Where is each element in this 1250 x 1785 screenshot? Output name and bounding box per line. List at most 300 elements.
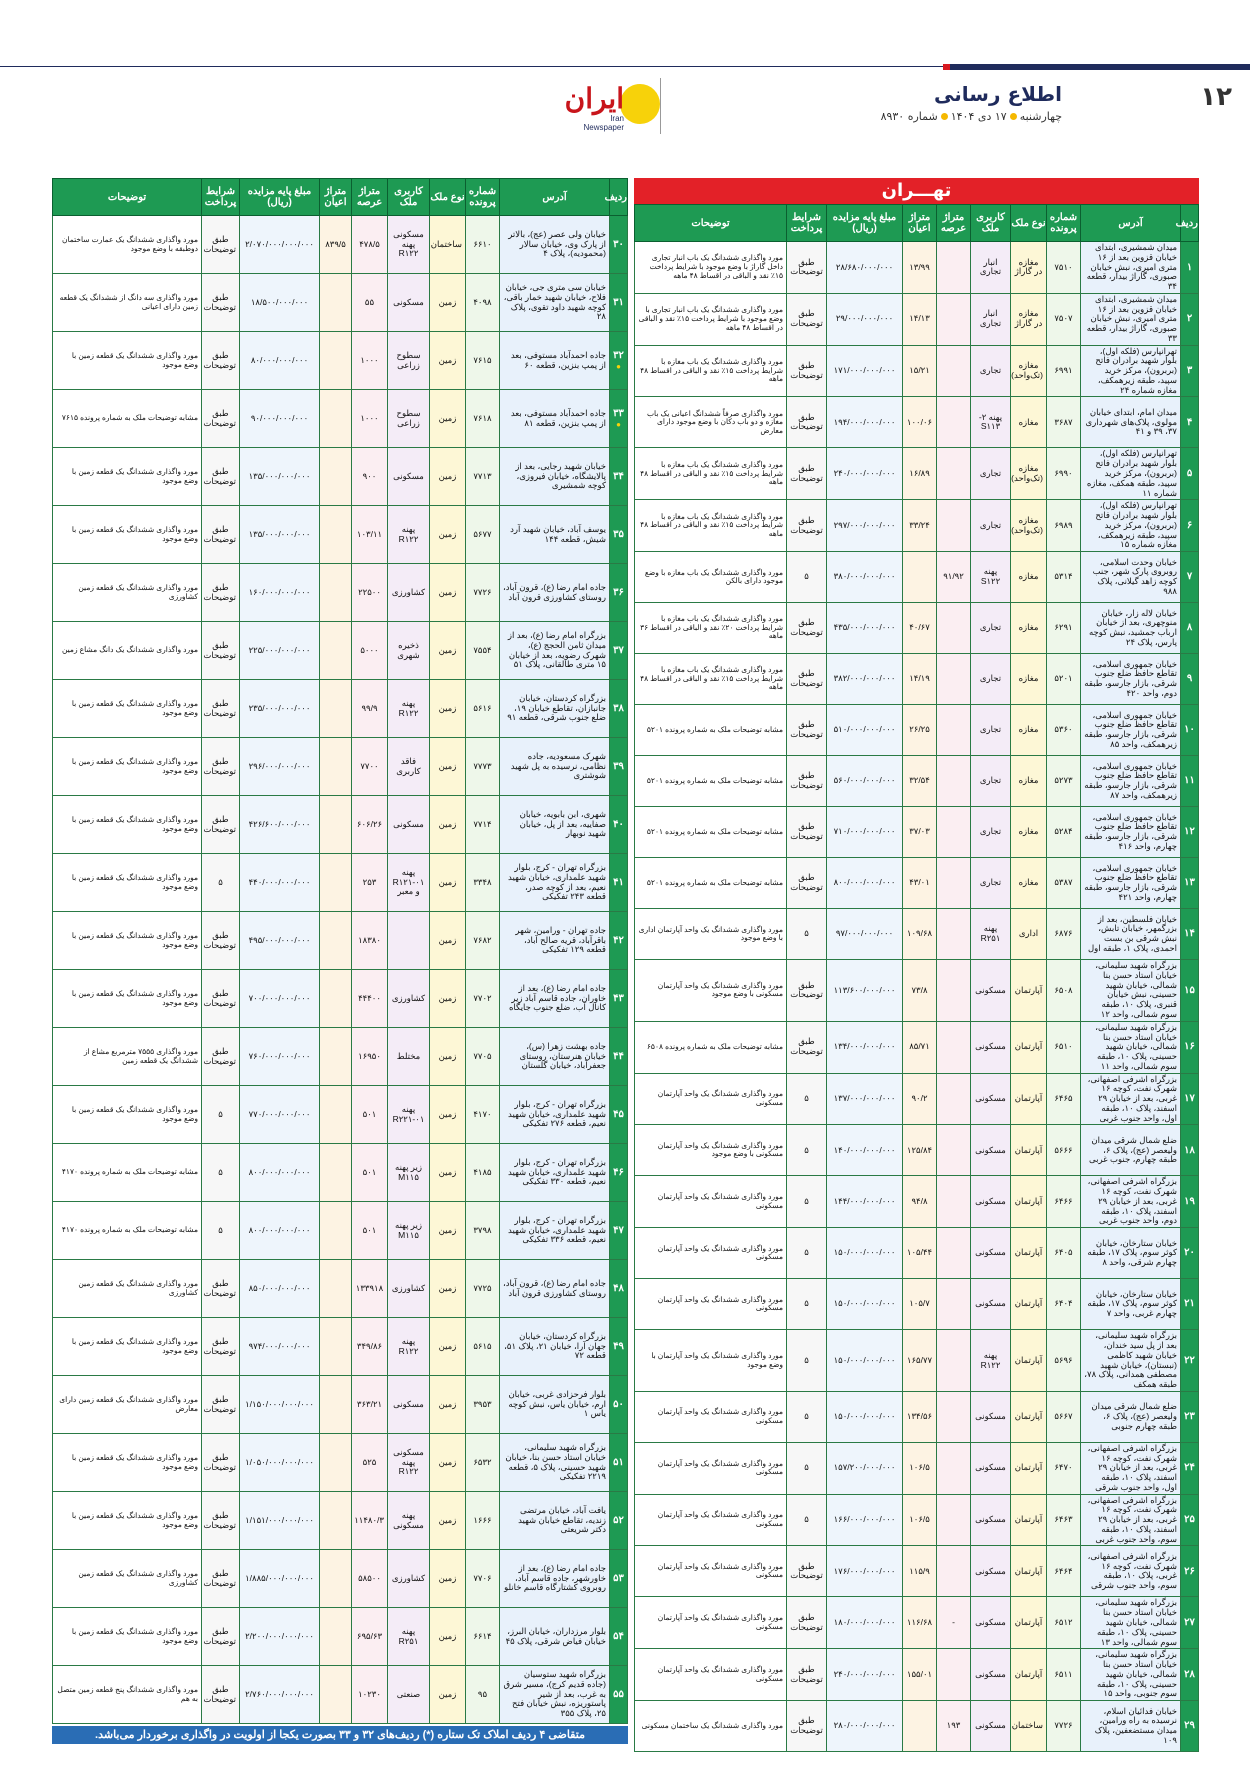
base-price-cell: ۱۵۰/۰۰۰/۰۰۰/۰۰۰ — [827, 1228, 903, 1279]
table-row — [53, 854, 628, 912]
file-number-cell: ۷۷۱۳ — [466, 448, 500, 506]
file-number-cell: ۶۵۱۱ — [1047, 1649, 1081, 1701]
base-price-cell: ۲۸۰/۰۰۰/۰۰۰/۰۰۰ — [827, 1701, 903, 1752]
description-cell: مورد واگذاری ششدانگ یک قطعه زمین با وضع موجود — [53, 448, 202, 506]
property-type-cell: مغازه — [1011, 552, 1047, 603]
address-cell: بلوار مرزداران، خیابان البرز، خیابان فیاض شرقی، پلاک ۴۵ — [500, 1608, 610, 1666]
land-area-cell — [937, 1279, 971, 1330]
property-type-cell: زمین — [430, 738, 466, 796]
base-price-cell: ۹۰/۰۰۰/۰۰۰/۰۰۰ — [240, 390, 320, 448]
building-area-cell: ۱۲۵/۸۴ — [903, 1125, 937, 1176]
building-area-cell — [320, 1318, 352, 1376]
star-icon: ● — [616, 361, 621, 371]
file-number-cell: ۹۵ — [466, 1666, 500, 1724]
land-use-cell: مسکونی — [971, 1391, 1011, 1442]
row-number: ۴۱ — [610, 854, 628, 912]
building-area-cell — [320, 332, 352, 390]
table-row — [635, 448, 1199, 500]
land-area-cell — [937, 1073, 971, 1125]
land-use-cell: تجاری — [971, 807, 1011, 858]
land-use-cell: مسکونی — [971, 1228, 1011, 1279]
file-number-cell: ۷۵۱۰ — [1047, 242, 1081, 294]
address-cell: میدان شمشیری، ابتدای خیابان قزوین بعد از ۱۶ متری امیری، نبش خیابان صبوری، گاراژ بیدار، قطعه ۳۳ — [1081, 293, 1181, 345]
table-row — [53, 1028, 628, 1086]
table-row — [635, 1073, 1199, 1125]
row-number: ۲۰ — [1181, 1228, 1199, 1279]
logo-subtitle: Iran Newspaper — [583, 114, 624, 132]
land-use-cell: کشاورزی — [388, 1260, 430, 1318]
logo-text: ایران — [564, 82, 624, 115]
file-number-cell: ۶۵۳۲ — [466, 1434, 500, 1492]
description-cell: مورد واگذاری ششدانگ یک قطعه زمین دارای معارض — [53, 1376, 202, 1434]
table-row — [635, 1176, 1199, 1228]
base-price-cell: ۱۳۵/۰۰۰/۰۰۰/۰۰۰ — [240, 506, 320, 564]
land-area-cell: ۱۹۳ — [937, 1701, 971, 1752]
building-area-cell: ۸۳۹/۵ — [320, 216, 352, 274]
panel-title: تهـــران — [634, 178, 1199, 204]
property-type-cell: آپارتمان — [1011, 1073, 1047, 1125]
payment-terms-cell: طبق توضیحات — [787, 705, 827, 756]
building-area-cell: ۳۳/۲۴ — [903, 500, 937, 552]
payment-terms-cell: طبق توضیحات — [202, 448, 240, 506]
building-area-cell — [320, 390, 352, 448]
payment-terms-cell: طبق توضیحات — [202, 332, 240, 390]
row-number: ۴۵ — [610, 1086, 628, 1144]
land-area-cell: ۳۶۳/۲۱ — [352, 1376, 388, 1434]
address-cell: ضلع شمال شرقی میدان ولیعصر (عج)، پلاک ۶، طبقه چهارم، جنوب غربی — [1081, 1125, 1181, 1176]
payment-terms-cell: طبق توضیحات — [202, 1666, 240, 1724]
land-use-cell: پهنه R۱۲۲ — [388, 680, 430, 738]
table-row — [635, 397, 1199, 448]
payment-terms-cell: ۵ — [787, 1494, 827, 1546]
row-number: ۳۲ ● — [610, 332, 628, 390]
table-row — [53, 564, 628, 622]
land-area-cell — [937, 603, 971, 654]
address-cell: بزرگراه امام رضا (ع)، بعد از میدان ثامن الحجج (ع)، شهرک رضویه، بعد از خیابان ۱۵ متری طالقانی، پلاک ۵۱ — [500, 622, 610, 680]
property-type-cell: مغازه — [1011, 603, 1047, 654]
base-price-cell: ۴۲۶/۶۰۰/۰۰۰/۰۰۰ — [240, 796, 320, 854]
property-type-cell: آپارتمان — [1011, 1442, 1047, 1494]
address-cell: ضلع شمال شرقی میدان ولیعصر (عج)، پلاک ۶، طبقه چهارم جنوبی — [1081, 1391, 1181, 1442]
address-cell: خیابان ستارخان، خیابان کوثر سوم، پلاک ۱۷، طبقه چهارم شرقی، واحد ۸ — [1081, 1228, 1181, 1279]
land-area-cell: ۵۰۱ — [352, 1086, 388, 1144]
payment-terms-cell: طبق توضیحات — [787, 1701, 827, 1752]
address-cell: بلوار فرحزادی غربی، خیابان ارم، خیابان یاس، نبش کوچه یاس ۱ — [500, 1376, 610, 1434]
land-use-cell: پهنه R۱۲۲ — [388, 506, 430, 564]
property-type-cell: زمین — [430, 970, 466, 1028]
land-area-cell — [937, 1021, 971, 1073]
land-area-cell — [937, 1442, 971, 1494]
building-area-cell — [320, 1202, 352, 1260]
payment-terms-cell: ۵ — [787, 1228, 827, 1279]
payment-terms-cell: طبق توضیحات — [202, 216, 240, 274]
land-area-cell: ۴۷۸/۵ — [352, 216, 388, 274]
payment-terms-cell: طبق توضیحات — [202, 1260, 240, 1318]
file-number-cell: ۴۰۹۸ — [466, 274, 500, 332]
payment-terms-cell: طبق توضیحات — [787, 500, 827, 552]
address-cell: خیابان لاله زار، خیابان منوچهری، بعد از خیابان ارباب جمشید، نبش کوچه پارس، پلاک ۲۴ — [1081, 603, 1181, 654]
building-area-cell: ۴۰/۶۷ — [903, 603, 937, 654]
file-number-cell: ۶۹۸۹ — [1047, 500, 1081, 552]
weekday: چهارشنبه — [1019, 110, 1062, 123]
row-number: ۳۱ — [610, 274, 628, 332]
land-use-cell: مسکونی — [971, 1021, 1011, 1073]
land-use-cell: مسکونی — [388, 274, 430, 332]
address-cell: میدان شمشیری، ابتدای خیابان قزوین بعد از ۱۶ متری امیری، نبش خیابان صبوری، گاراژ بیدار، قطعه ۳۴ — [1081, 242, 1181, 294]
table-row — [635, 1391, 1199, 1442]
issue-number: شماره ۸۹۳۰ — [880, 110, 938, 123]
table-row — [53, 390, 628, 448]
land-use-cell: مسکونی — [971, 1597, 1011, 1649]
table-row — [53, 680, 628, 738]
file-number-cell: ۶۹۹۱ — [1047, 345, 1081, 397]
property-type-cell: زمین — [430, 622, 466, 680]
file-number-cell: ۷۶۸۲ — [466, 912, 500, 970]
land-area-cell — [937, 1649, 971, 1701]
table-row — [53, 1666, 628, 1724]
table-header-row — [53, 179, 628, 216]
listing-table — [52, 178, 628, 1724]
payment-terms-cell: طبق توضیحات — [787, 1546, 827, 1597]
land-area-cell — [937, 909, 971, 960]
column-header-land-use-cell: کاربری ملک — [388, 179, 430, 216]
land-use-cell: تجاری — [971, 654, 1011, 705]
table-row — [53, 1550, 628, 1608]
file-number-cell: ۷۶۱۸ — [466, 390, 500, 448]
file-number-cell: ۵۶۱۶ — [466, 680, 500, 738]
base-price-cell: ۲/۲۰۰/۰۰۰/۰۰۰/۰۰۰ — [240, 1608, 320, 1666]
table-row — [53, 216, 628, 274]
row-number: ۳۹ — [610, 738, 628, 796]
property-type-cell: آپارتمان — [1011, 1176, 1047, 1228]
property-type-cell: مغازه — [1011, 705, 1047, 756]
building-area-cell — [320, 680, 352, 738]
land-use-cell: زیر پهنه M۱۱۵ — [388, 1202, 430, 1260]
description-cell: مورد واگذاری ششدانگ یک قطعه زمین با وضع موجود — [53, 738, 202, 796]
payment-terms-cell: ۵ — [787, 1176, 827, 1228]
table-row — [53, 1608, 628, 1666]
building-area-cell: ۱۴/۱۹ — [903, 654, 937, 705]
description-cell: مورد واگذاری ششدانگ یک واحد آپارتمان مسکونی — [635, 1279, 787, 1330]
base-price-cell: ۱۵۷/۲۰۰/۰۰۰/۰۰۰ — [827, 1442, 903, 1494]
description-cell: مورد واگذاری ششدانگ یک قطعه زمین با وضع موجود — [53, 680, 202, 738]
table-row — [635, 242, 1199, 294]
base-price-cell: ۲۴۰/۰۰۰/۰۰۰/۰۰۰ — [827, 448, 903, 500]
property-type-cell: مغازه — [1011, 654, 1047, 705]
land-area-cell: ۹۱/۹۲ — [937, 552, 971, 603]
row-number: ۱۶ — [1181, 1021, 1199, 1073]
payment-terms-cell: طبق توضیحات — [787, 242, 827, 294]
land-area-cell: ۱۰۰۰ — [352, 332, 388, 390]
building-area-cell: ۸۵/۷۱ — [903, 1021, 937, 1073]
description-cell: مورد واگذاری ششدانگ یک واحد آپارتمان مسکونی — [635, 1649, 787, 1701]
column-header-address-cell: آدرس — [1081, 205, 1181, 242]
payment-terms-cell: طبق توضیحات — [787, 603, 827, 654]
land-use-cell: پهنه S۱۲۲ — [971, 552, 1011, 603]
land-area-cell — [937, 500, 971, 552]
base-price-cell: ۲/۷۶۰/۰۰۰/۰۰۰/۰۰۰ — [240, 1666, 320, 1724]
property-type-cell: مغازه — [1011, 807, 1047, 858]
property-type-cell: زمین — [430, 912, 466, 970]
row-number: ۳۸ — [610, 680, 628, 738]
address-cell: بزرگراه شهید سلیمانی، خیابان استاد حسن بنا، خیابان شهید حسینی، پلاک ۵، قطعه ۲۲۱۹ تفکیکی — [500, 1434, 610, 1492]
land-use-cell: ذخیره شهری — [388, 622, 430, 680]
property-type-cell: اداری — [1011, 909, 1047, 960]
row-number: ۱۲ — [1181, 807, 1199, 858]
description-cell: مشابه توضیحات ملک به شماره پرونده ۴۱۷۰ — [53, 1144, 202, 1202]
property-type-cell: زمین — [430, 1202, 466, 1260]
table-row — [635, 1494, 1199, 1546]
table-row — [53, 912, 628, 970]
payment-terms-cell: طبق توضیحات — [202, 738, 240, 796]
star-icon: ● — [616, 419, 621, 429]
description-cell: مورد واگذاری ششدانگ یک قطعه زمین با وضع موجود — [53, 796, 202, 854]
land-use-cell: تجاری — [971, 858, 1011, 909]
file-number-cell: ۷۷۷۳ — [466, 738, 500, 796]
land-use-cell: پهنه R۱۲۲ — [971, 1330, 1011, 1392]
row-number: ۱۱ — [1181, 756, 1199, 807]
description-cell: مورد واگذاری ششدانگ یک قطعه زمین با وضع موجود — [53, 970, 202, 1028]
row-number: ۲۴ — [1181, 1442, 1199, 1494]
table-row — [53, 332, 628, 390]
payment-terms-cell: ۵ — [787, 909, 827, 960]
payment-terms-cell: طبق توضیحات — [787, 858, 827, 909]
file-number-cell: ۶۴۶۴ — [1047, 1546, 1081, 1597]
payment-terms-cell: طبق توضیحات — [787, 397, 827, 448]
payment-terms-cell: ۵ — [202, 1202, 240, 1260]
property-type-cell: زمین — [430, 564, 466, 622]
file-number-cell: ۱۶۶۶ — [466, 1492, 500, 1550]
address-cell: بزرگراه اشرفی اصفهانی، شهرک نفت، کوچه ۱۶ غربی، بعد از خیابان ۲۹ اسفند، پلاک ۱۰، طبقه دوم، واحد جنوب غربی — [1081, 1176, 1181, 1228]
base-price-cell: ۱۳۵/۰۰۰/۰۰۰/۰۰۰ — [240, 448, 320, 506]
building-area-cell: ۹۰/۲ — [903, 1073, 937, 1125]
land-use-cell: پهنه R۲۲۱-۰۱ — [388, 1086, 430, 1144]
table-row — [53, 274, 628, 332]
table-row — [53, 1492, 628, 1550]
description-cell: مشابه توضیحات ملک به شماره پرونده ۶۵۰۸ — [635, 1021, 787, 1073]
building-area-cell: ۷۳/۸ — [903, 960, 937, 1022]
row-number: ۴۳ — [610, 970, 628, 1028]
payment-terms-cell: طبق توضیحات — [787, 448, 827, 500]
land-area-cell — [937, 705, 971, 756]
file-number-cell: ۵۲۰۱ — [1047, 654, 1081, 705]
row-number: ۴۸ — [610, 1260, 628, 1318]
base-price-cell: ۲/۰۷۰/۰۰۰/۰۰۰/۰۰۰ — [240, 216, 320, 274]
file-number-cell: ۶۴۰۵ — [1047, 1228, 1081, 1279]
payment-terms-cell: طبق توضیحات — [202, 1318, 240, 1376]
column-header-building-area-cell: متراژ اعیان — [320, 179, 352, 216]
file-number-cell: ۶۶۱۰ — [466, 216, 500, 274]
payment-terms-cell: طبق توضیحات — [202, 1608, 240, 1666]
description-cell: مشابه توضیحات ملک به شماره پرونده ۵۲۰۱ — [635, 705, 787, 756]
land-area-cell: ۱۸۳۸۰ — [352, 912, 388, 970]
description-cell: مورد واگذاری ششدانگ یک واحد آپارتمان با وضع موجود — [635, 1330, 787, 1392]
row-number: ۲۷ — [1181, 1597, 1199, 1649]
payment-terms-cell: طبق توضیحات — [202, 506, 240, 564]
page-number: ۱۲ — [1200, 82, 1232, 112]
land-use-cell: کشاورزی — [388, 970, 430, 1028]
property-type-cell: آپارتمان — [1011, 1279, 1047, 1330]
row-number: ۴۹ — [610, 1318, 628, 1376]
column-header-land-area-cell: متراژ عرصه — [352, 179, 388, 216]
dateline — [881, 110, 1062, 123]
table-row — [53, 1202, 628, 1260]
property-type-cell: مغازه (تک‌واحد) — [1011, 500, 1047, 552]
property-type-cell: آپارتمان — [1011, 1649, 1047, 1701]
building-area-cell — [320, 1666, 352, 1724]
payment-terms-cell: ۵ — [787, 1279, 827, 1330]
description-cell: مشابه توضیحات ملک به شماره پرونده ۵۲۰۱ — [635, 807, 787, 858]
address-cell: بزرگراه شهید سلیمانی، خیابان استاد حسن بنا شمالی، خیابان شهید حسینی، پلاک ۱۰، طبقه سوم شمالی، واحد ۱۱ — [1081, 1021, 1181, 1073]
table-row — [53, 448, 628, 506]
column-header-base-price-cell: مبلغ پایه مزایده (ریال) — [240, 179, 320, 216]
building-area-cell — [320, 796, 352, 854]
property-type-cell: مغازه — [1011, 397, 1047, 448]
payment-terms-cell: طبق توضیحات — [787, 1649, 827, 1701]
table-row — [635, 603, 1199, 654]
description-cell: مورد واگذاری ششدانگ یک واحد آپارتمان مسکونی — [635, 1494, 787, 1546]
column-header-description-cell: توضیحات — [53, 179, 202, 216]
building-area-cell: ۱۱۶/۶۸ — [903, 1597, 937, 1649]
description-cell: مورد واگذاری ششدانگ یک باب مغازه با شرایط پرداخت ۱۵٪ نقد و الباقی در اقساط ۴۸ ماهه — [635, 345, 787, 397]
land-area-cell — [937, 345, 971, 397]
land-area-cell — [937, 1546, 971, 1597]
row-number: ۲۵ — [1181, 1494, 1199, 1546]
description-cell: مورد واگذاری ششدانگ یک ساختمان مسکونی — [635, 1701, 787, 1752]
base-price-cell: ۹۷۴/۰۰۰/۰۰۰/۰۰۰ — [240, 1318, 320, 1376]
payment-terms-cell: طبق توضیحات — [787, 1597, 827, 1649]
payment-terms-cell: ۵ — [202, 1144, 240, 1202]
building-area-cell: ۱۳۴/۵۶ — [903, 1391, 937, 1442]
table-row — [635, 807, 1199, 858]
payment-terms-cell: طبق توضیحات — [787, 654, 827, 705]
land-use-cell: انبار تجاری — [971, 242, 1011, 294]
table-row — [53, 1260, 628, 1318]
column-header-land-area-cell: متراژ عرصه — [937, 205, 971, 242]
payment-terms-cell: طبق توضیحات — [202, 1550, 240, 1608]
building-area-cell — [320, 1144, 352, 1202]
row-number: ۳۳ ● — [610, 390, 628, 448]
land-use-cell: مختلط — [388, 1028, 430, 1086]
description-cell: مورد واگذاری ششدانگ یک واحد آپارتمان مسکونی — [635, 1546, 787, 1597]
row-number: ۳۷ — [610, 622, 628, 680]
land-use-cell: فاقد کاربری — [388, 738, 430, 796]
row-number: ۸ — [1181, 603, 1199, 654]
listing-panel-continued — [52, 178, 628, 1724]
building-area-cell: ۳۲/۵۴ — [903, 756, 937, 807]
address-cell: بزرگراه تهران - کرج، بلوار شهید علمداری، خیابان شهید نعیم، قطعه ۲۷۶ تفکیکی — [500, 1086, 610, 1144]
description-cell: مورد واگذاری ششدانگ یک قطعه زمین با وضع موجود — [53, 1434, 202, 1492]
description-cell: مورد واگذاری ششدانگ یک باب انبار تجاری با وضع موجود با شرایط پرداخت ۱۵٪ نقد و الباقی در اقساط ۴۸ ماهه — [635, 293, 787, 345]
address-cell: شهری، ابن بابویه، خیابان صفاییه، بعد از پل، خیابان شهید نوبهار — [500, 796, 610, 854]
row-number: ۵۰ — [610, 1376, 628, 1434]
base-price-cell: ۱۳۷/۰۰۰/۰۰۰/۰۰۰ — [827, 1073, 903, 1125]
base-price-cell: ۴۹۵/۰۰۰/۰۰۰/۰۰۰ — [240, 912, 320, 970]
property-type-cell: زمین — [430, 1492, 466, 1550]
table-row — [635, 1597, 1199, 1649]
table-row — [635, 1442, 1199, 1494]
dot-icon — [1010, 113, 1017, 120]
land-area-cell — [937, 397, 971, 448]
land-use-cell: پهنه R۲۵۱ — [388, 1608, 430, 1666]
building-area-cell — [320, 1492, 352, 1550]
description-cell: مورد واگذاری ششدانگ یک قطعه زمین با وضع موجود — [53, 854, 202, 912]
land-use-cell: کشاورزی — [388, 1550, 430, 1608]
table-row — [635, 1125, 1199, 1176]
file-number-cell: ۵۲۷۳ — [1047, 756, 1081, 807]
dot-icon — [941, 113, 948, 120]
building-area-cell — [320, 738, 352, 796]
address-cell: بزرگراه کردستان، خیابان جهان آرا، خیابان ۲۱، پلاک ۵۱، قطعه ۷۲ — [500, 1318, 610, 1376]
address-cell: میدان امام، ابتدای خیابان مولوی، پلاک‌های شهرداری ۳۷، ۳۹ و ۴۱ — [1081, 397, 1181, 448]
building-area-cell — [320, 506, 352, 564]
land-area-cell — [937, 960, 971, 1022]
header-divider — [660, 78, 661, 134]
base-price-cell: ۱۷۶/۰۰۰/۰۰۰/۰۰۰ — [827, 1546, 903, 1597]
row-number: ۴۲ — [610, 912, 628, 970]
address-cell: بزرگراه شهید ستوسیان (جاده قدیم کرج)، مسیر شرق به غرب، بعد از شیر پاستوریزه، نبش خیابان فتح ۲۵، پلاک ۳۵۵ — [500, 1666, 610, 1724]
building-area-cell — [320, 1434, 352, 1492]
description-cell: مورد واگذاری ششدانگ یک باب مغازه با شرایط پرداخت ۱۵٪ نقد و الباقی در اقساط ۴۸ ماهه — [635, 448, 787, 500]
base-price-cell: ۹۷/۰۰۰/۰۰۰/۰۰۰ — [827, 909, 903, 960]
file-number-cell: ۶۴۷۰ — [1047, 1442, 1081, 1494]
property-type-cell: آپارتمان — [1011, 960, 1047, 1022]
file-number-cell: ۵۶۹۶ — [1047, 1330, 1081, 1392]
file-number-cell: ۷۷۰۲ — [466, 970, 500, 1028]
land-area-cell — [937, 858, 971, 909]
land-area-cell — [937, 1391, 971, 1442]
address-cell: جاده احمدآباد مستوفی، بعد از پمپ بنزین، قطعه ۶۰ — [500, 332, 610, 390]
land-use-cell: تجاری — [971, 705, 1011, 756]
property-type-cell: زمین — [430, 796, 466, 854]
description-cell: مورد واگذاری ششدانگ یک قطعه زمین با وضع موجود — [53, 1086, 202, 1144]
property-type-cell: مغازه در گاراژ — [1011, 242, 1047, 294]
payment-terms-cell: ۵ — [787, 1330, 827, 1392]
land-use-cell: پهنه مسکونی — [388, 1492, 430, 1550]
newspaper-logo — [564, 82, 660, 132]
address-cell: بزرگراه تهران - کرج، بلوار شهید علمداری، خیابان شهید نعیم، قطعه ۳۳۶ تفکیکی — [500, 1202, 610, 1260]
building-area-cell — [320, 622, 352, 680]
file-number-cell: ۵۳۶۰ — [1047, 705, 1081, 756]
column-header-description-cell: توضیحات — [635, 205, 787, 242]
property-type-cell: آپارتمان — [1011, 1228, 1047, 1279]
land-use-cell: تجاری — [971, 448, 1011, 500]
land-area-cell: ۱۳۳۹۱۸ — [352, 1260, 388, 1318]
base-price-cell: ۱۹۴/۰۰۰/۰۰۰/۰۰۰ — [827, 397, 903, 448]
description-cell: مورد واگذاری ششدانگ یک واحد آپارتمان مسکونی — [635, 1597, 787, 1649]
payment-terms-cell: طبق توضیحات — [202, 564, 240, 622]
address-cell: خیابان فلسطین، بعد از بزرگمهر، خیابان تابش، نبش شرقی بن بست احمدی، پلاک ۱، طبقه اول — [1081, 909, 1181, 960]
table-row — [53, 1086, 628, 1144]
base-price-cell: ۱۵۰/۰۰۰/۰۰۰/۰۰۰ — [827, 1279, 903, 1330]
address-cell: تهرانپارس (فلکه اول)، بلوار شهید برادران فاتح (بربرون)، مرکز خرید سپید، طبقه زیرهمکف، مغازه شماره ۲۴ — [1081, 345, 1181, 397]
land-area-cell: ۵۲۵ — [352, 1434, 388, 1492]
base-price-cell: ۲۴۰/۰۰۰/۰۰۰/۰۰۰ — [827, 1649, 903, 1701]
file-number-cell: ۵۳۸۷ — [1047, 858, 1081, 909]
description-cell: مورد واگذاری ششدانگ یک قطعه زمین با وضع موجود — [53, 506, 202, 564]
payment-terms-cell: ۵ — [202, 1086, 240, 1144]
land-use-cell: سطوح زراعی — [388, 390, 430, 448]
address-cell: بزرگراه اشرفی اصفهانی، شهرک نفت، کوچه ۱۶ غربی، پلاک ۱۰، طبقه سوم، واحد جنوب شرقی — [1081, 1546, 1181, 1597]
property-type-cell: زمین — [430, 274, 466, 332]
base-price-cell: ۱/۱۵۱/۰۰۰/۰۰۰/۰۰۰ — [240, 1492, 320, 1550]
building-area-cell — [320, 564, 352, 622]
description-cell: مشابه توضیحات ملک به شماره پرونده ۵۲۰۱ — [635, 756, 787, 807]
base-price-cell: ۷۷۰/۰۰۰/۰۰۰/۰۰۰ — [240, 1086, 320, 1144]
land-use-cell: مسکونی — [388, 1376, 430, 1434]
payment-terms-cell: ۵ — [787, 1391, 827, 1442]
payment-terms-cell: طبق توضیحات — [202, 970, 240, 1028]
